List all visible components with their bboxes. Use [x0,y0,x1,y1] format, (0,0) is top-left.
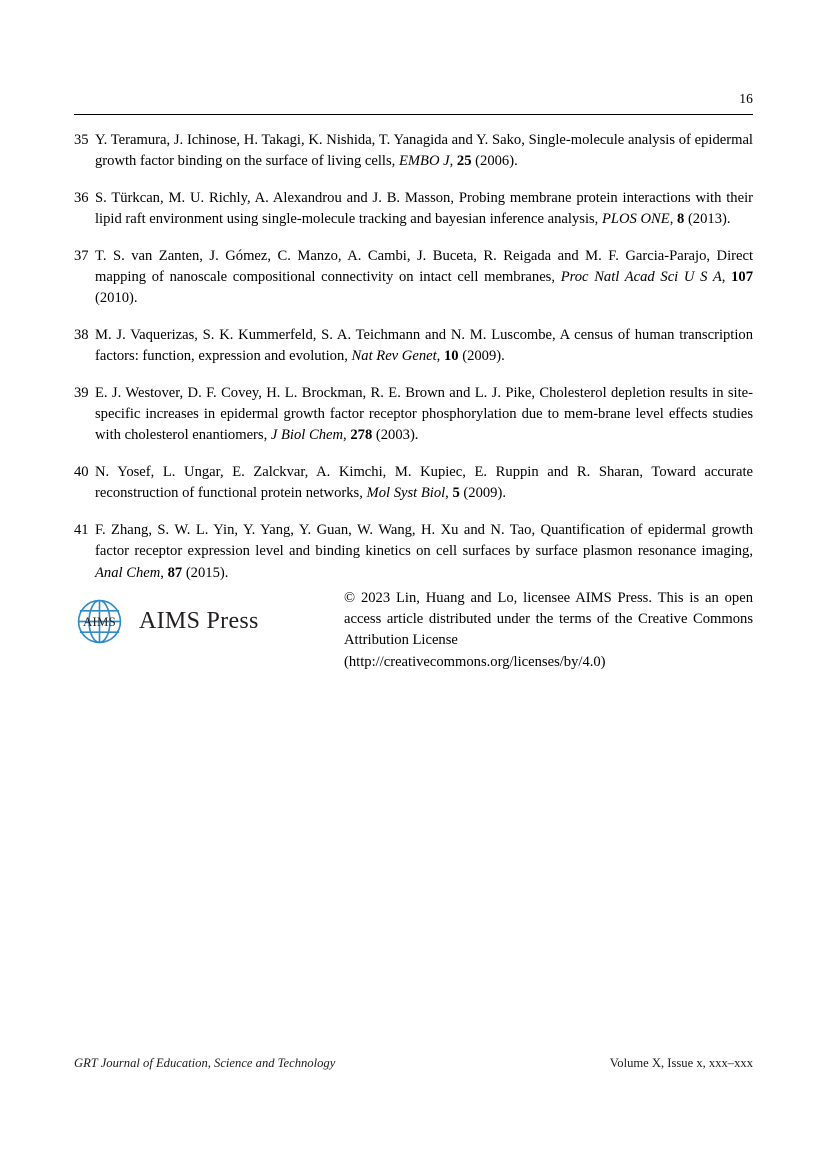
reference-volume: 8 [676,211,685,228]
reference-number: 41 [74,522,89,539]
reference-journal: Mol Syst Biol [366,485,446,502]
reference-entry [74,325,753,367]
reference-title: Toward accurate reconstruction of functional protein networks, [95,464,753,502]
reference-title: Probing membrane protein interactions with their lipid raft environment using single-molecule tracking and bayesian inference analysis, [95,189,754,228]
reference-authors: N. Yosef, L. Ungar, E. Zalckvar, A. Kimchi, M. Kupiec, E. Ruppin and R. Sharan, [95,464,652,481]
reference-journal: Proc Natl Acad Sci U S A [560,269,722,286]
reference-entry [74,383,753,447]
reference-text: N. Yosef, L. Ungar, E. Zalckvar, A. Kimchi, M. Kupiec, E. Ruppin and R. Sharan, Toward accurate reconstruction of functional protein networks, Mol Syst Biol, 5 (2009). [95,464,753,502]
globe-label: AIMS [83,614,116,629]
reference-authors: Y. Teramura, J. Ichinose, H. Takagi, K. Nishida, T. Yanagida and Y. Sako, [95,132,529,148]
reference-text: Y. Teramura, J. Ichinose, H. Takagi, K. Nishida, T. Yanagida and Y. Sako, Single-molecule analysis of epidermal growth factor binding on the surface of living cells, EMBO J, 25 (2006). [95,132,753,170]
reference-volume: 107 [731,269,753,286]
reference-title: A census of human transcription factors: function, expression and evolution, [95,327,753,365]
reference-journal: J Biol Chem [270,427,344,444]
reference-title: Cholesterol depletion results in site-specific increases in epidermal growth factor receptor phosphorylation due to mem-brane level effects studies with cholesterol enantiomers, [95,384,753,444]
header-rule [74,114,753,115]
reference-journal: PLOS ONE [601,211,670,228]
reference-text: F. Zhang, S. W. L. Yin, Y. Yang, Y. Guan, W. Wang, H. Xu and N. Tao, Quantification of epidermal growth factor receptor expression level and binding kinetics on cell surfaces by surface plasmon resonance imaging, Anal Chem, 87 (2015). [95,522,753,581]
reference-entry [74,246,753,310]
reference-volume: 87 [167,564,183,581]
footer-issue-info: Volume X, Issue x, xxx–xxx [609,1056,753,1070]
publisher-wordmark: AIMS Press [139,608,259,634]
reference-text: T. S. van Zanten, J. Gómez, C. Manzo, A. Cambi, J. Buceta, R. Reigada and M. F. Garcia-Parajo, Direct mapping of nanoscale compositional connectivity on intact cell membranes, Proc Natl Acad Sci U S A, 107 (2010). [95,247,753,307]
page-footer [74,1056,753,1071]
reference-number: 39 [74,384,89,401]
reference-year: (2015). [185,564,229,581]
reference-entry [74,130,753,172]
footer-journal-title: GRT Journal of Education, Science and Technology [74,1056,336,1070]
reference-year: (2003). [375,427,419,444]
reference-entry [74,188,753,230]
reference-number: 38 [74,327,89,344]
license-text [344,588,753,673]
reference-year: (2010). [95,290,138,307]
reference-entry [74,520,753,584]
reference-volume: 5 [452,485,460,502]
reference-number: 36 [74,189,89,206]
reference-list [74,130,753,584]
reference-year: (2009). [462,348,505,365]
reference-journal: Anal Chem [95,564,161,581]
reference-authors: T. S. van Zanten, J. Gómez, C. Manzo, A. Cambi, J. Buceta, R. Reigada and M. F. Garcia-Parajo, [95,247,717,264]
reference-text: E. J. Westover, D. F. Covey, H. L. Brockman, R. E. Brown and L. J. Pike, Cholesterol depletion results in site-specific increases in epidermal growth factor receptor phosphorylation due to mem-brane level effects studies with cholesterol enantiomers, J Biol Chem, 278 (2003). [95,384,753,444]
reference-volume: 10 [443,348,459,365]
reference-year: (2009). [463,485,506,502]
license-url: (http://creativecommons.org/licenses/by/4.0) [344,653,606,670]
reference-text: S. Türkcan, M. U. Richly, A. Alexandrou and J. B. Masson, Probing membrane protein interactions with their lipid raft environment using single-molecule tracking and bayesian inference analysis, PLOS ONE, 8 (2013). [95,189,754,228]
reference-journal: EMBO J [398,153,450,170]
page-number: 16 [739,91,753,106]
reference-authors: E. J. Westover, D. F. Covey, H. L. Brockman, R. E. Brown and L. J. Pike, [95,384,540,401]
reference-year: (2006). [475,153,518,170]
reference-number: 35 [74,132,89,148]
reference-volume: 278 [350,427,373,444]
reference-authors: M. J. Vaquerizas, S. K. Kummerfeld, S. A. Teichmann and N. M. Luscombe, [95,327,560,344]
reference-text: M. J. Vaquerizas, S. K. Kummerfeld, S. A. Teichmann and N. M. Luscombe, A census of human transcription factors: function, expression and evolution, Nat Rev Genet, 10 (2009). [95,327,753,365]
reference-journal: Nat Rev Genet [351,348,437,365]
reference-year: (2013). [687,211,731,228]
page-header [74,92,753,115]
reference-entry [74,462,753,504]
globe-icon [74,596,125,647]
reference-number: 37 [74,247,89,264]
license-block [74,588,753,673]
reference-volume: 25 [456,153,472,170]
reference-title: Direct mapping of nanoscale compositional connectivity on intact cell membranes, [95,247,753,286]
reference-title: Single-molecule analysis of epidermal growth factor binding on the surface of living cells, [95,132,753,170]
reference-authors: F. Zhang, S. W. L. Yin, Y. Yang, Y. Guan, W. Wang, H. Xu and N. Tao, [95,522,541,539]
publisher-logo [74,588,344,647]
license-paragraph: © 2023 Lin, Huang and Lo, licensee AIMS Press. This is an open access article distributed under the terms of the Creative Commons Attribution License [344,590,753,649]
reference-number: 40 [74,464,89,481]
reference-authors: S. Türkcan, M. U. Richly, A. Alexandrou and J. B. Masson, [95,189,459,206]
reference-title: Quantification of epidermal growth factor receptor expression level and binding kinetics on cell surfaces by surface plasmon resonance imaging, [95,522,753,560]
